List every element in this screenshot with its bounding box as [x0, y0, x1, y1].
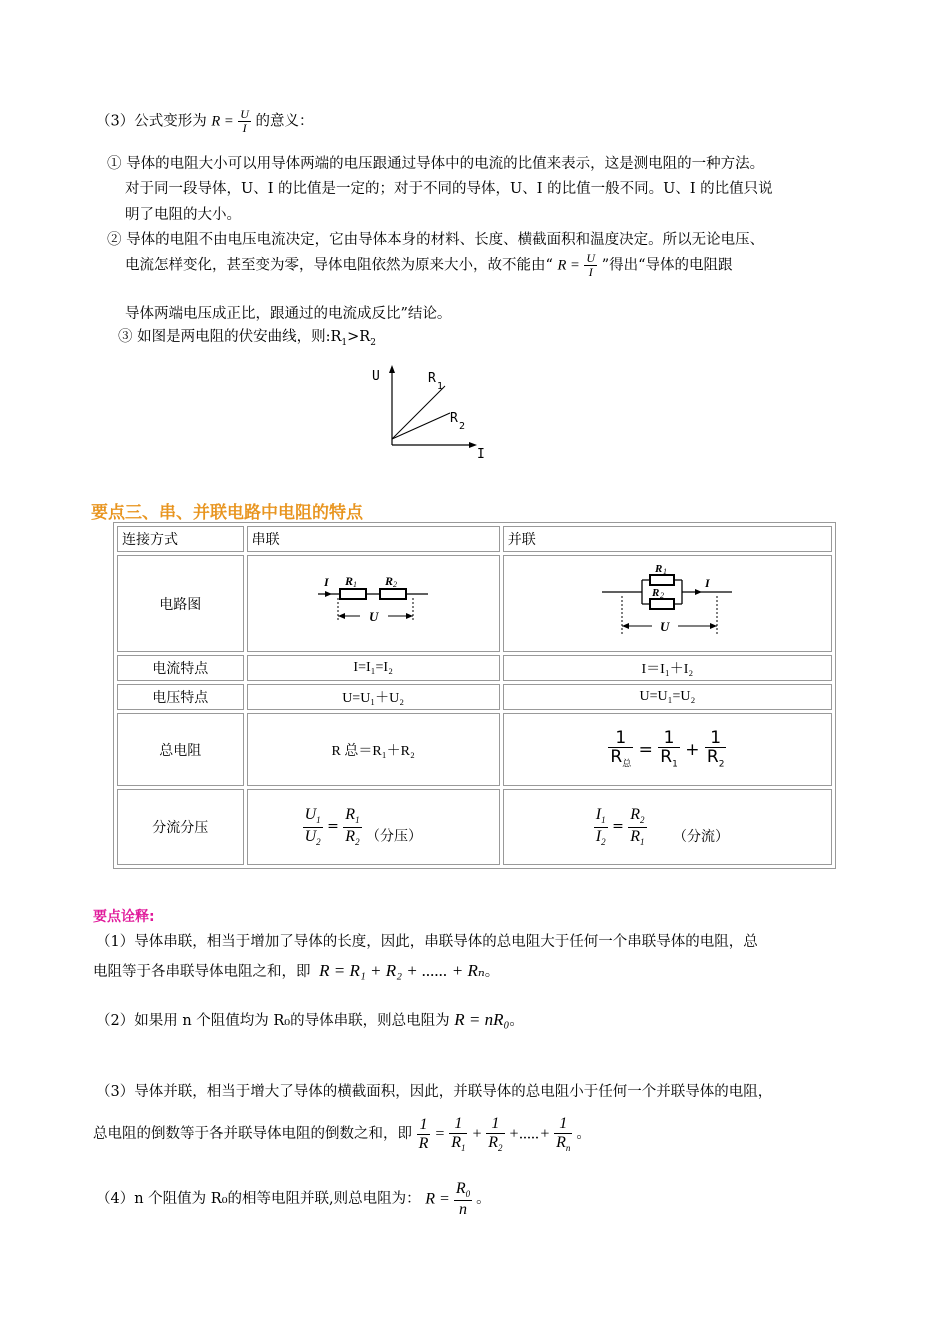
- svg-text:2: 2: [393, 579, 398, 589]
- table-row-circuit: [117, 555, 832, 652]
- n-parallel-formula: R = $\frac{R_0}{n}$: [425, 1180, 471, 1219]
- series-total-resistance: R 总＝R₁＋R₂: [247, 713, 500, 786]
- r1-label: R: [428, 371, 436, 386]
- point-3-line: ③ 如图是两电阻的伏安曲线，则$:R_1>R_2$: [118, 329, 376, 348]
- svg-text:1: 1: [663, 566, 668, 576]
- svg-text:1: 1: [353, 579, 358, 589]
- note-4-line: （4）n 个阻值为 R₀的相等电阻并联,则总电阻为： R = $\frac{R_0}{n}$ 。: [96, 1180, 491, 1219]
- note-3-line-1: （3）导体并联，相当于增大了导体的横截面积，因此，并联导体的总电阻小于任何一个并联导体的电阻，: [96, 1084, 773, 1100]
- series-voltage: U=U₁＋U₂: [247, 684, 500, 710]
- comparison-table: [113, 522, 836, 869]
- note-2-line: （2）如果用 n 个阻值均为 R₀的导体串联，则总电阻为 R = nR₀。: [96, 1010, 524, 1029]
- n-series-formula: R = nR₀: [454, 1010, 510, 1029]
- parallel-resistance-formula: $\frac{1}{R_总}$ = $\frac{1}{R_1}$ + $\frac{1}{R_2}$: [610, 727, 725, 770]
- point-2-line-3: 导体两端电压成正比，跟通过的电流成反比”结论。: [125, 306, 452, 322]
- svg-text:R: R: [652, 586, 660, 599]
- resistor-r2: [380, 589, 406, 599]
- section-heading: 要点三、串、并联电路中电阻的特点: [91, 503, 363, 523]
- series-current: I=I₁=I₂: [247, 655, 500, 681]
- voltage-right-arrow-icon: [710, 623, 717, 629]
- svg-text:U: U: [660, 618, 670, 634]
- resistor-r1: [340, 589, 366, 599]
- header-parallel: 并联: [503, 526, 832, 552]
- vi-graph: [360, 360, 500, 465]
- svg-text:R: R: [385, 573, 394, 588]
- table-row-current: [117, 655, 832, 681]
- header-series: 串联: [247, 526, 500, 552]
- parallel-circuit-diagram: [602, 562, 732, 642]
- table-row-voltage: [117, 684, 832, 710]
- svg-text:R: R: [345, 573, 354, 588]
- svg-text:U: U: [369, 608, 379, 624]
- note-3-line-2: 总电阻的倒数等于各并联导体电阻的倒数之和，即 $\frac{1}{R}$ = $\frac{1}{R_1}$ + $\frac{1}{R_2}$ +.....+ $\frac{1}{R_n}$ 。: [93, 1115, 591, 1153]
- x-axis-label: I: [477, 447, 485, 462]
- parallel-current: I＝I₁＋I₂: [503, 655, 832, 681]
- note-1-line-2: 电阻等于各串联导体电阻之和，即 R = R₁ + R₂ + ...... + Rₙ。: [93, 961, 500, 980]
- parallel-divide: $\frac{I_1}{I_2}$ = $\frac{R_2}{R_1}$ （分流）: [503, 789, 832, 865]
- point-1-line-3: 明了电阻的大小。: [125, 207, 241, 223]
- resistor-r2: [650, 599, 674, 609]
- notes-title: 要点诠释:: [93, 909, 155, 925]
- svg-text:R: R: [655, 562, 663, 575]
- r2-sub: 2: [459, 421, 466, 432]
- voltage-left-arrow-icon: [622, 623, 629, 629]
- r1-line: [392, 386, 445, 439]
- current-label: 电流特点: [117, 655, 244, 681]
- note-1-line-1: （1）导体串联，相当于增加了导体的长度，因此，串联导体的总电阻大于任何一个串联导体的电阻，总: [96, 934, 758, 950]
- header-connection: 连接方式: [117, 526, 244, 552]
- y-axis-arrow-icon: [389, 365, 395, 373]
- series-sum-formula: R = R₁ + R₂ + ...... + Rₙ: [319, 961, 485, 980]
- point-1-line-2: 对于同一段导体，U、I 的比值是一定的；对于不同的导体，U、I 的比值一般不同。U、I 的比值只说: [125, 181, 773, 197]
- current-arrow-icon: [325, 591, 332, 597]
- inline-formula-fraction: $\frac{U}{I}$: [586, 251, 596, 280]
- svg-text:I: I: [705, 575, 711, 590]
- formula-meaning-line: （3）公式变形为 R = $\frac{U}{I}$ 的意义：: [96, 107, 314, 136]
- r1-sub: 1: [437, 381, 444, 392]
- parallel-voltage: U=U₁=U₂: [503, 684, 832, 710]
- series-divide: $\frac{U_1}{U_2}$ = $\frac{R_1}{R_2}$ （分压）: [247, 789, 500, 865]
- parallel-circuit-cell: [503, 555, 832, 652]
- total-resistance-label: 总电阻: [117, 713, 244, 786]
- voltage-left-arrow-icon: [338, 613, 345, 619]
- divide-label: 分流分压: [117, 789, 244, 865]
- r2-line: [392, 413, 450, 439]
- point-1-line-1: ① 导体的电阻大小可以用导体两端的电压跟通过导体中的电流的比值来表示，这是测电阻的一种方法。: [107, 156, 765, 172]
- parallel-total-resistance: [503, 713, 832, 786]
- parallel-sum-formula: $\frac{1}{R}$ = $\frac{1}{R_1}$ + $\frac{1}{R_2}$ +.....+ $\frac{1}{R_n}$: [418, 1115, 571, 1153]
- table-row-divide: [117, 789, 832, 865]
- series-circuit-cell: [247, 555, 500, 652]
- svg-text:2: 2: [660, 590, 665, 600]
- x-axis-arrow-icon: [469, 442, 477, 448]
- y-axis-label: U: [372, 369, 380, 384]
- voltage-label: 电压特点: [117, 684, 244, 710]
- table-header-row: [117, 526, 832, 552]
- voltage-right-arrow-icon: [406, 613, 413, 619]
- formula-fraction: $\frac{U}{I}$: [240, 107, 249, 136]
- table-row-total-resistance: [117, 713, 832, 786]
- point-2-line-2: 电流怎样变化，甚至变为零，导体电阻依然为原来大小，故不能由“ R = $\frac{U}{I}$ ”得出“导体的电阻跟: [125, 251, 733, 280]
- series-circuit-diagram: [318, 572, 428, 632]
- r2-label: R: [450, 411, 458, 426]
- point-2-line-1: ② 导体的电阻不由电压电流决定，它由导体本身的材料、长度、横截面积和温度决定。所以无论电压、: [107, 232, 765, 248]
- current-arrow-icon: [695, 589, 702, 595]
- resistor-r1: [650, 575, 674, 585]
- svg-text:I: I: [324, 574, 329, 589]
- circuit-label: 电路图: [117, 555, 244, 652]
